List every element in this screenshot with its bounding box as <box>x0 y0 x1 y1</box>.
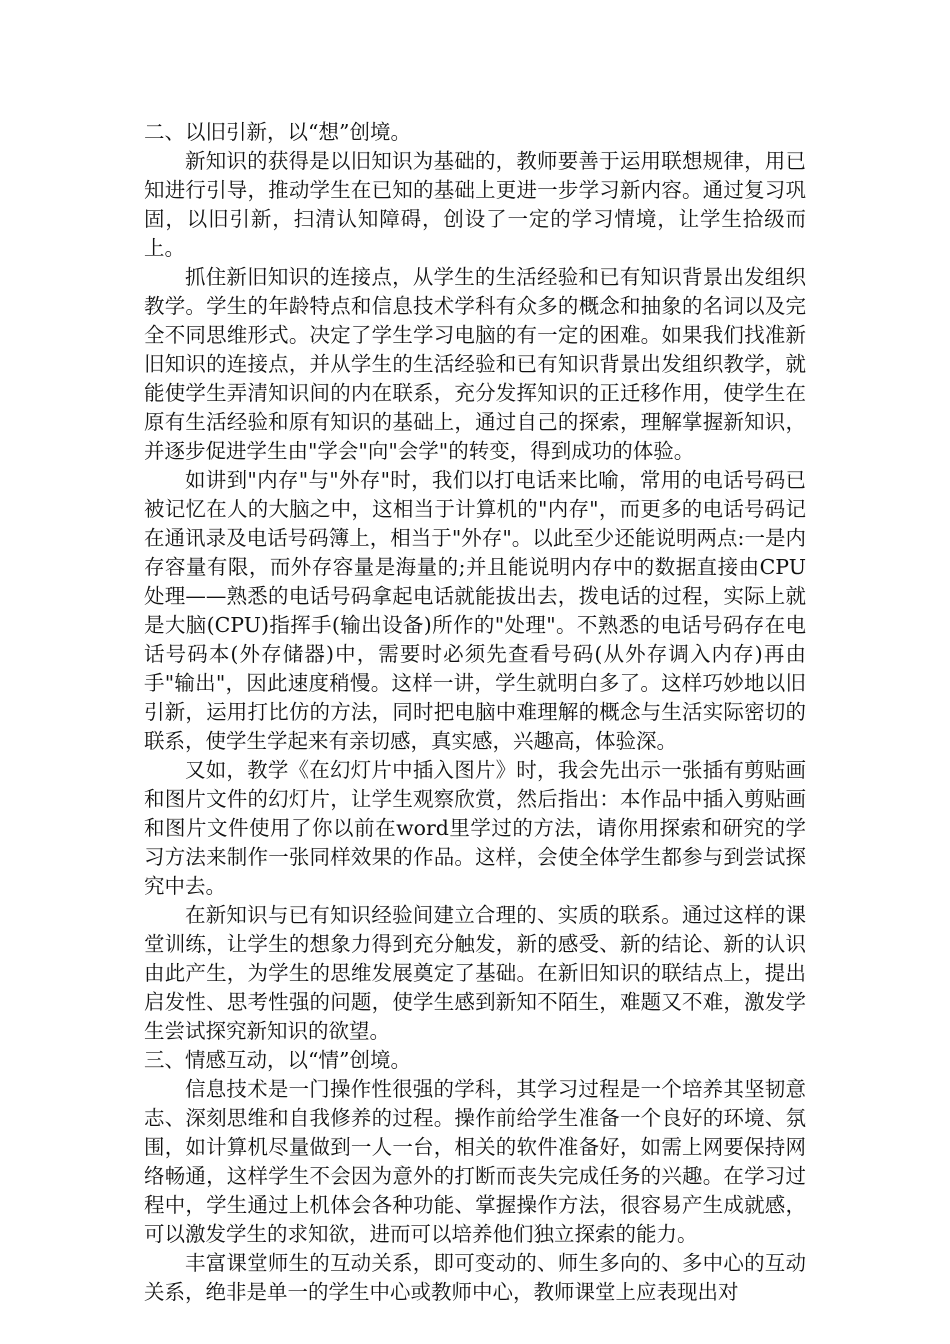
paragraph: 又如，教学《在幻灯片中插入图片》时，我会先出示一张插有剪贴画和图片文件的幻灯片，让学生观察欣赏，然后指出：本作品中插入剪贴画和图片文件使用了你以前在word里学过的方法，请你用探索和研究的学习方法来制作一张同样效果的作品。这样，会使全体学生都参与到尝试探究中去。 <box>144 758 806 898</box>
document-page <box>144 118 806 1307</box>
paragraph: 信息技术是一门操作性很强的学科，其学习过程是一个培养其坚韧意志、深刻思维和自我修养的过程。操作前给学生准备一个良好的环境、氛围，如计算机尽量做到一人一台，相关的软件准备好，如需上网要保持网络畅通，这样学生不会因为意外的打断而丧失完成任务的兴趣。在学习过程中，学生通过上机体会各种功能、掌握操作方法，很容易产生成就感，可以激发学生的求知欲，进而可以培养他们独立探索的能力。 <box>144 1077 806 1246</box>
paragraph: 新知识的获得是以旧知识为基础的，教师要善于运用联想规律，用已知进行引导，推动学生在已知的基础上更进一步学习新内容。通过复习巩固，以旧引新，扫清认知障碍，创设了一定的学习情境，让学生拾级而上。 <box>144 149 806 260</box>
paragraph: 在新知识与已有知识经验间建立合理的、实质的联系。通过这样的课堂训练，让学生的想象力得到充分触发，新的感受、新的结论、新的认识由此产生，为学生的思维发展奠定了基础。在新旧知识的联结点上，提出启发性、思考性强的问题，使学生感到新知不陌生，难题又不难，激发学生尝试探究新知识的欲望。 <box>144 903 806 1043</box>
paragraph: 抓住新旧知识的连接点，从学生的生活经验和已有知识背景出发组织教学。学生的年龄特点和信息技术学科有众多的概念和抽象的名词以及完全不同思维形式。决定了学生学习电脑的有一定的困难。如果我们找准新旧知识的连接点，并从学生的生活经验和已有知识背景出发组织教学，就能使学生弄清知识间的内在联系，充分发挥知识的正迁移作用，使学生在原有生活经验和原有知识的基础上，通过自己的探索，理解掌握新知识，并逐步促进学生由"学会"向"会学"的转变，得到成功的体验。 <box>144 265 806 463</box>
section-heading-2: 二、以旧引新，以“想”创境。 <box>144 120 411 144</box>
paragraph: 丰富课堂师生的互动关系，即可变动的、师生多向的、多中心的互动关系，绝非是单一的学生中心或教师中心，教师课堂上应表现出对 <box>144 1251 806 1304</box>
paragraph: 如讲到"内存"与"外存"时，我们以打电话来比喻，常用的电话号码已被记忆在人的大脑之中，这相当于计算机的"内存"，而更多的电话号码记在通讯录及电话号码簿上，相当于"外存"。以此至少还能说明两点:一是内存容量有限，而外存容量是海量的;并且能说明内存中的数据直接由CPU处理——熟悉的电话号码拿起电话就能拔出去，拨电话的过程，实际上就是大脑(CPU)指挥手(输出设备)所作的"处理"。不熟悉的电话号码存在电话号码本(外存储器)中，需要时必须先查看号码(从外存调入内存)再由手"输出"，因此速度稍慢。这样一讲，学生就明白多了。这样巧妙地以旧引新，运用打比仿的方法，同时把电脑中难理解的概念与生活实际密切的联系，使学生学起来有亲切感，真实感，兴趣高，体验深。 <box>144 468 806 753</box>
section-heading-3: 三、情感互动，以“情”创境。 <box>144 1048 411 1072</box>
